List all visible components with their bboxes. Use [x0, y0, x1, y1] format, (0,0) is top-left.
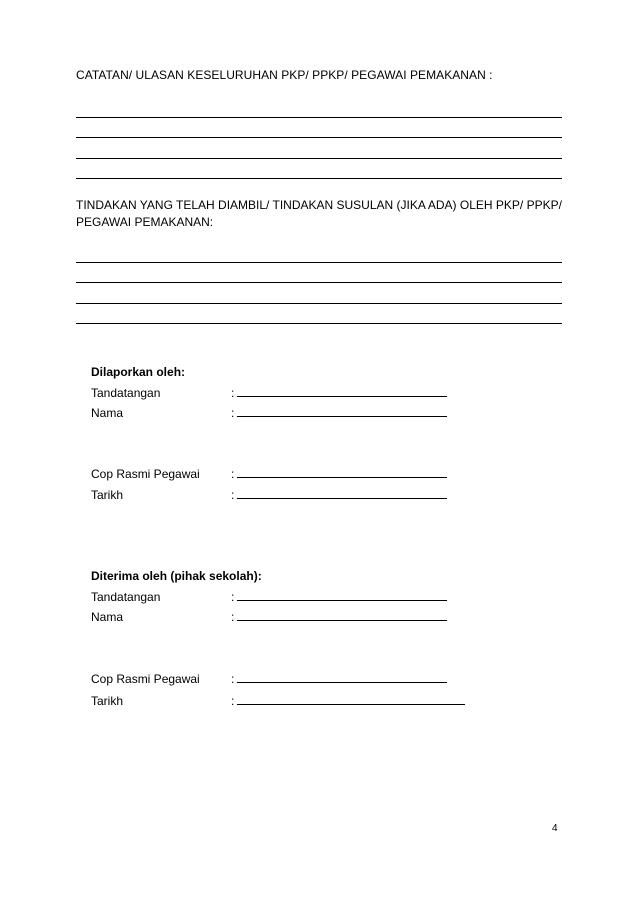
received-signature-label: Tandatangan	[91, 590, 161, 604]
notes-heading: CATATAN/ ULASAN KESELURUHAN PKP/ PPKP/ PEGAWAI PEMAKANAN :	[76, 68, 493, 82]
name-line[interactable]	[237, 406, 447, 417]
stamp-line[interactable]	[237, 672, 447, 683]
received-name-label: Nama	[91, 610, 124, 624]
colon: :	[231, 590, 235, 604]
received-date-label: Tarikh	[91, 694, 124, 708]
action-line-1[interactable]	[76, 262, 562, 263]
reported-name-field[interactable]	[231, 406, 447, 420]
date-line[interactable]	[237, 488, 447, 499]
name-line[interactable]	[237, 610, 447, 621]
colon: :	[231, 467, 235, 481]
reported-stamp-field[interactable]	[231, 467, 447, 481]
reported-signature-label: Tandatangan	[91, 386, 161, 400]
received-by-title: Diterima oleh (pihak sekolah):	[91, 569, 262, 583]
notes-line-3[interactable]	[76, 158, 562, 159]
colon: :	[231, 386, 235, 400]
reported-date-field[interactable]	[231, 488, 447, 502]
reported-name-label: Nama	[91, 406, 124, 420]
received-stamp-field[interactable]	[231, 672, 447, 686]
action-line-2[interactable]	[76, 282, 562, 283]
colon: :	[231, 406, 235, 420]
date-line[interactable]	[237, 694, 465, 705]
colon: :	[231, 694, 235, 708]
colon: :	[231, 488, 235, 502]
reported-signature-field[interactable]	[231, 386, 447, 400]
notes-line-4[interactable]	[76, 178, 562, 179]
notes-line-2[interactable]	[76, 137, 562, 138]
received-stamp-label: Cop Rasmi Pegawai	[91, 672, 200, 686]
received-date-field[interactable]	[231, 694, 465, 708]
signature-line[interactable]	[237, 386, 447, 397]
received-signature-field[interactable]	[231, 590, 447, 604]
page-number: 4	[552, 823, 558, 834]
reported-by-title: Dilaporkan oleh:	[91, 365, 186, 379]
received-name-field[interactable]	[231, 610, 447, 624]
colon: :	[231, 610, 235, 624]
signature-line[interactable]	[237, 590, 447, 601]
notes-line-1[interactable]	[76, 117, 562, 118]
action-heading: TINDAKAN YANG TELAH DIAMBIL/ TINDAKAN SUSULAN (JIKA ADA) OLEH PKP/ PPKP/ PEGAWAI PEMAKANAN:	[76, 198, 562, 229]
stamp-line[interactable]	[237, 467, 447, 478]
reported-stamp-label: Cop Rasmi Pegawai	[91, 467, 200, 481]
colon: :	[231, 672, 235, 686]
action-line-3[interactable]	[76, 303, 562, 304]
reported-date-label: Tarikh	[91, 488, 124, 502]
action-line-4[interactable]	[76, 323, 562, 324]
